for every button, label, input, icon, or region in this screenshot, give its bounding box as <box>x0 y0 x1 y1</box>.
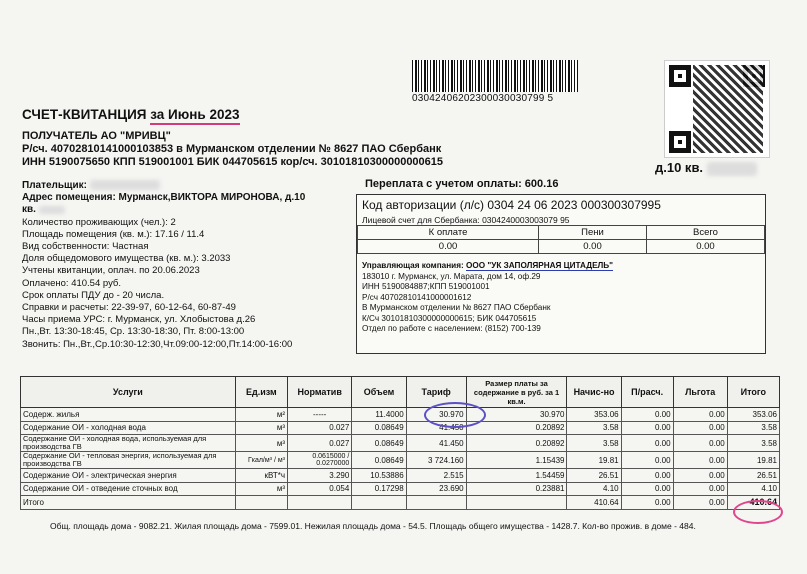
service-benefit: 0.00 <box>673 408 727 422</box>
mgmt-account: Р/сч 40702810141000001612 <box>362 292 472 302</box>
barcode-number: 03042406202300030030799 5 <box>412 93 554 104</box>
table-row <box>21 469 780 483</box>
value-total: 0.00 <box>646 240 764 254</box>
service-charged: 4.10 <box>567 482 621 496</box>
service-rate: 1.15439 <box>466 452 567 469</box>
service-name: Содерж. жилья <box>21 408 236 422</box>
auth-code: Код авторизации (л/с) 0304 24 06 2023 000300307995 <box>362 198 661 212</box>
service-volume: 0.08649 <box>352 452 406 469</box>
service-norm: 0.054 <box>288 482 352 496</box>
service-volume: 0.08649 <box>352 435 406 452</box>
service-unit: м³ <box>235 435 287 452</box>
service-recalc: 0.00 <box>621 435 673 452</box>
service-total: 353.06 <box>727 408 779 422</box>
service-total: 4.10 <box>727 482 779 496</box>
title-period: за Июнь 2023 <box>150 107 239 125</box>
counted: Учтены квитанции, оплач. по 20.06.2023 <box>22 265 200 277</box>
service-tariff: 2.515 <box>406 469 466 483</box>
hours-3: Звонить: Пн.,Вт.,Ср.10:30-12:30,Чт.09:00-12:00,Пт.14:00-16:00 <box>22 338 293 350</box>
service-recalc: 0.00 <box>621 469 673 483</box>
tariff-highlight-circle <box>424 402 486 428</box>
header-total: Всего <box>646 226 764 240</box>
recipient-inn: ИНН 5190075650 КПП 519001001 БИК 044705615 кор/сч. 30101810300000000615 <box>22 156 444 168</box>
service-total: 3.58 <box>727 435 779 452</box>
services-table <box>20 376 780 510</box>
mgmt-address: 183010 г. Мурманск, ул. Марата, дом 14, оф.29 <box>362 271 541 281</box>
payer-info <box>22 180 305 351</box>
title-prefix: СЧЕТ-КВИТАНЦИЯ <box>22 107 151 122</box>
col-charged: Начис-но <box>567 377 621 408</box>
service-volume: 11.4000 <box>352 408 406 422</box>
col-total: Итого <box>727 377 779 408</box>
col-unit: Ед.изм <box>235 377 287 408</box>
address-line: Адрес помещения: Мурманск,ВИКТОРА МИРОНОВА, д.10 <box>22 192 306 204</box>
service-norm: ----- <box>288 408 352 422</box>
col-rate: Размер платы за содержание в руб. за 1 кв.м. <box>466 377 567 408</box>
service-unit: м³ <box>235 421 287 435</box>
hours-1: Часы приема УРС: г. Мурманск, ул. Хлобыстова д.26 <box>22 314 256 326</box>
service-recalc: 0.00 <box>621 452 673 469</box>
service-norm: 0.0615000 / 0.0270000 <box>288 452 352 469</box>
service-tariff: 23.690 <box>406 482 466 496</box>
ownership: Вид собственности: Частная <box>22 241 149 253</box>
total-highlight-circle <box>733 500 783 524</box>
address-cont: кв. <box>22 204 36 216</box>
service-unit: кВТ*ч <box>235 469 287 483</box>
redacted-flat <box>39 206 65 214</box>
service-volume: 10.53886 <box>352 469 406 483</box>
service-unit: м² <box>235 408 287 422</box>
share: Доля общедомового имущества (кв. м.): 3.2033 <box>22 253 231 265</box>
authorization-box <box>356 194 766 354</box>
total-charged: 410.64 <box>567 496 621 510</box>
service-rate: 30.970 <box>466 408 567 422</box>
service-tariff: 30.970 <box>406 408 466 422</box>
service-benefit: 0.00 <box>673 435 727 452</box>
service-total: 19.81 <box>727 452 779 469</box>
service-charged: 353.06 <box>567 408 621 422</box>
service-rate: 0.20892 <box>466 421 567 435</box>
overpayment: Переплата с учетом оплаты: 600.16 <box>365 178 559 190</box>
service-charged: 3.58 <box>567 421 621 435</box>
total-row <box>21 496 780 510</box>
services-body <box>21 408 780 510</box>
service-volume: 0.08649 <box>352 421 406 435</box>
recipient-name: ПОЛУЧАТЕЛЬ АО "МРИВЦ" <box>22 130 171 142</box>
col-benefit: Льгота <box>673 377 727 408</box>
header-to-pay: К оплате <box>358 226 539 240</box>
service-benefit: 0.00 <box>673 469 727 483</box>
col-volume: Объем <box>352 377 406 408</box>
service-total: 3.58 <box>727 421 779 435</box>
mgmt-label: Управляющая компания: <box>362 261 466 270</box>
recipient-account: Р/сч. 40702810141000103853 в Мурманском отделении № 8627 ПАО Сбербанк <box>22 143 442 155</box>
total-benefit: 0.00 <box>673 496 727 510</box>
total-amount: 410.64 <box>727 496 779 510</box>
service-norm: 0.027 <box>288 421 352 435</box>
value-to-pay: 0.00 <box>358 240 539 254</box>
qr-code <box>664 60 770 158</box>
mgmt-bank: В Мурманском отделении № 8627 ПАО Сбербанк <box>362 303 551 312</box>
service-recalc: 0.00 <box>621 482 673 496</box>
hours-2: Пн.,Вт. 13:30-18:45, Ср. 13:30-18:30, Пт. 8:00-13:00 <box>22 326 245 338</box>
mgmt-corr: К/Сч 30101810300000000615; БИК 044705615 <box>362 313 537 323</box>
meter-due: Срок оплаты ПДУ до - 20 числа. <box>22 289 165 301</box>
redacted-apartment <box>707 162 757 176</box>
service-norm: 3.290 <box>288 469 352 483</box>
col-norm: Норматив <box>288 377 352 408</box>
total-label: Итого <box>21 496 236 510</box>
mgmt-name: ООО "УК ЗАПОЛЯРНАЯ ЦИТАДЕЛЬ" <box>466 261 614 270</box>
apartment-text: д.10 кв. <box>655 160 704 175</box>
service-name: Содержание ОИ - холодная вода <box>21 421 236 435</box>
inquiries: Справки и расчеты: 22-39-97, 60-12-64, 60-87-49 <box>22 302 236 314</box>
recipient-block <box>22 130 443 169</box>
invoice-title <box>22 107 240 122</box>
payer-label: Плательщик: <box>22 180 87 191</box>
service-charged: 19.81 <box>567 452 621 469</box>
service-unit: Гкал/м³ / м³ <box>235 452 287 469</box>
house-footer: Общ. площадь дома - 9082.21. Жилая площадь дома - 7599.01. Нежилая площадь дома - 54.5. Площадь общего имущества - 1428.7. Кол-во прожив. в доме - 484. <box>50 521 696 531</box>
mgmt-dept: Отдел по работе с населением: (8152) 700-139 <box>362 324 541 333</box>
col-tariff: Тариф <box>406 377 466 408</box>
service-charged: 26.51 <box>567 469 621 483</box>
table-row <box>21 435 780 452</box>
service-rate: 1.54459 <box>466 469 567 483</box>
table-row <box>21 482 780 496</box>
service-benefit: 0.00 <box>673 452 727 469</box>
service-benefit: 0.00 <box>673 482 727 496</box>
table-row <box>21 421 780 435</box>
col-services: Услуги <box>21 377 236 408</box>
header-penalty: Пени <box>539 226 647 240</box>
service-recalc: 0.00 <box>621 421 673 435</box>
apartment-label <box>655 160 757 176</box>
total-recalc: 0.00 <box>621 496 673 510</box>
barcode <box>412 60 578 92</box>
payment-grid <box>357 225 765 254</box>
service-norm: 0.027 <box>288 435 352 452</box>
sber-account: Лицевой счет для Сбербанка: 0304240003003079 95 <box>362 215 570 225</box>
service-name: Содержание ОИ - электрическая энергия <box>21 469 236 483</box>
service-name: Содержание ОИ - холодная вода, используемая для производства ГВ <box>21 435 236 452</box>
service-tariff: 41.450 <box>406 421 466 435</box>
paid: Оплачено: 410.54 руб. <box>22 277 122 289</box>
service-name: Содержание ОИ - тепловая энергия, используемая для производства ГВ <box>21 452 236 469</box>
service-total: 26.51 <box>727 469 779 483</box>
service-rate: 0.23881 <box>466 482 567 496</box>
mgmt-inn: ИНН 5190084887;КПП 519001001 <box>362 282 490 291</box>
redacted-payer <box>90 180 160 190</box>
service-tariff: 41.450 <box>406 435 466 452</box>
service-benefit: 0.00 <box>673 421 727 435</box>
value-penalty: 0.00 <box>539 240 647 254</box>
service-charged: 3.58 <box>567 435 621 452</box>
table-row <box>21 452 780 469</box>
service-name: Содержание ОИ - отведение сточных вод <box>21 482 236 496</box>
service-volume: 0.17298 <box>352 482 406 496</box>
service-recalc: 0.00 <box>621 408 673 422</box>
table-row <box>21 408 780 422</box>
management-company <box>362 261 613 335</box>
service-tariff: 3 724.160 <box>406 452 466 469</box>
service-rate: 0.20892 <box>466 435 567 452</box>
col-recalc: П/расч. <box>621 377 673 408</box>
service-unit: м³ <box>235 482 287 496</box>
area: Площадь помещения (кв. м.): 17.16 / 11.4 <box>22 228 205 240</box>
residents: Количество проживающих (чел.): 2 <box>22 216 176 228</box>
